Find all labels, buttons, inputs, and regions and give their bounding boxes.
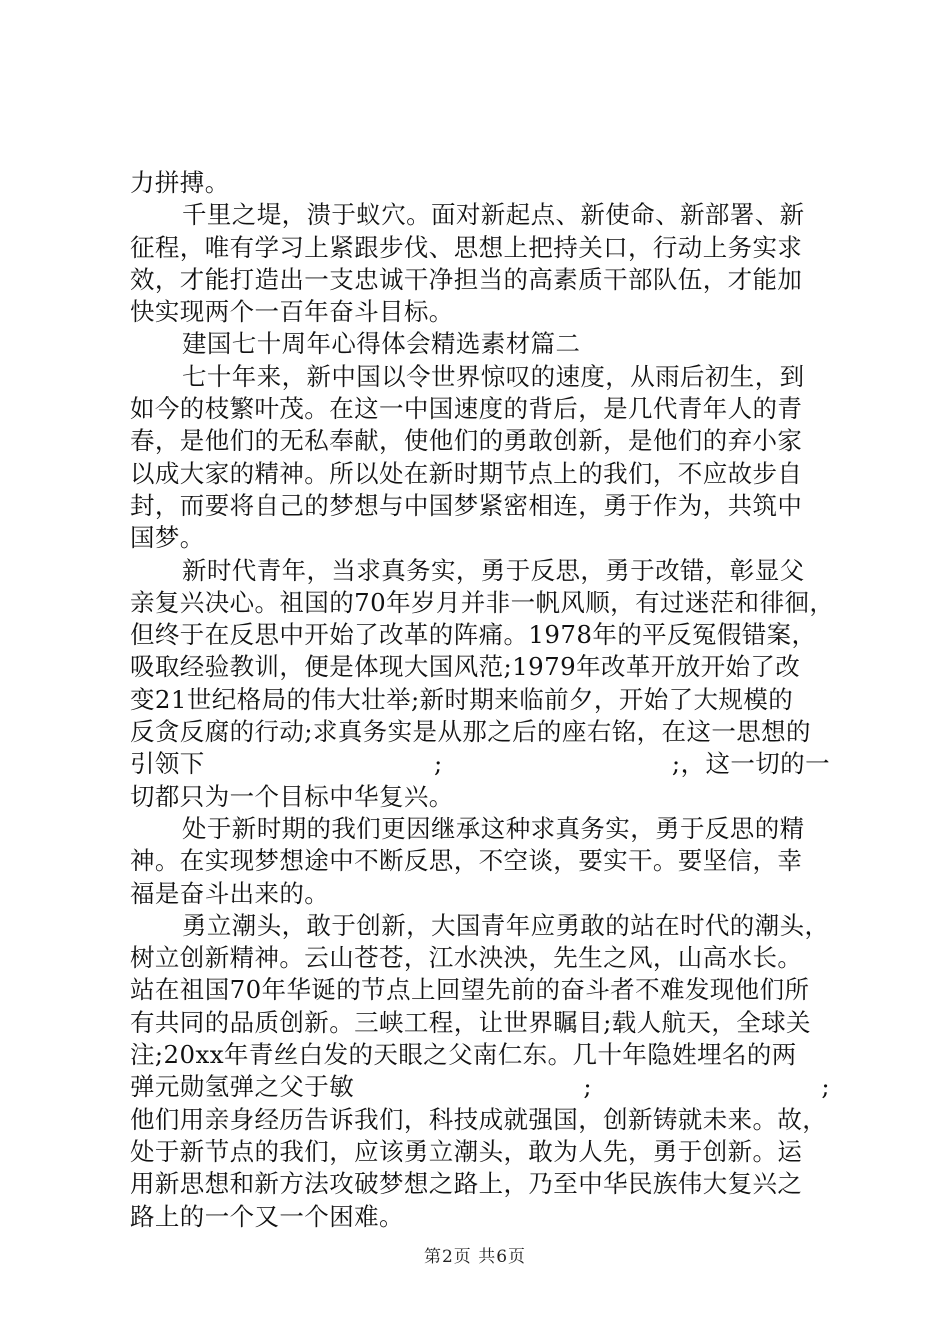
text-line: 快实现两个一百年奋斗目标。 (130, 297, 454, 327)
text-line: 亲复兴决心。祖国的70年岁月并非一帆风顺，有过迷茫和徘徊， (130, 587, 835, 617)
text-line: 封，而要将自己的梦想与中国梦紧密相连，勇于作为，共筑中 (130, 490, 803, 520)
section-heading: 建国七十周年心得体会精选素材篇二 (182, 329, 581, 359)
text-line: 变21世纪格局的伟大壮举;新时期来临前夕，开始了大规模的 (130, 684, 794, 714)
line-segment: ; (583, 1072, 593, 1102)
text-line: 如今的枝繁叶茂。在这一中国速度的背后，是几代青年人的青 (130, 394, 803, 424)
text-line: 福是奋斗出来的。 (130, 878, 330, 908)
text-line: 树立创新精神。云山苍苍，江水泱泱，先生之风，山高水长。 (130, 943, 803, 973)
text-line: 力拼搏。 (130, 168, 230, 197)
text-line: 效，才能打造出一支忠诚干净担当的高素质干部队伍，才能加 (130, 264, 803, 294)
text-line: 注;20xx年青丝白发的天眼之父南仁东。几十年隐姓埋名的两 (130, 1040, 797, 1070)
paragraph-line: 处于新时期的我们更因继承这种求真务实，勇于反思的精 (182, 813, 805, 843)
line-segment: 引领下 (130, 749, 205, 779)
text-line: 国梦。 (130, 523, 205, 553)
spaced-text-line (130, 1071, 830, 1103)
document-body (130, 167, 835, 1233)
text-line: 神。在实现梦想途中不断反思，不空谈，要实干。要坚信，幸 (130, 846, 803, 876)
text-line: 他们用亲身经历告诉我们，科技成就强国，创新铸就未来。故， (130, 1104, 828, 1134)
spaced-text-line (130, 748, 830, 780)
line-segment: ; (821, 1072, 830, 1102)
text-line: 切都只为一个目标中华复兴。 (130, 781, 454, 811)
line-segment: 弹元勋氢弹之父于敏 (130, 1072, 355, 1102)
page-number-footer: 第2页 共6页 (423, 1247, 527, 1267)
paragraph-line: 千里之堤，溃于蚁穴。面对新起点、新使命、新部署、新 (182, 200, 805, 230)
text-line: 以成大家的精神。所以处在新时期节点上的我们，不应故步自 (130, 458, 803, 488)
text-line: 用新思想和新方法攻破梦想之路上，乃至中华民族伟大复兴之 (130, 1169, 803, 1199)
text-line: 春，是他们的无私奉献，使他们的勇敢创新，是他们的弃小家 (130, 426, 803, 456)
line-segment: ;，这一切的一 (671, 749, 830, 779)
paragraph-line: 七十年来，新中国以令世界惊叹的速度，从雨后初生，到 (182, 361, 805, 391)
text-line: 但终于在反思中开始了改革的阵痛。1978年的平反冤假错案， (130, 620, 817, 650)
text-line: 反贪反腐的行动;求真务实是从那之后的座右铭，在这一思想的 (130, 717, 811, 747)
text-line: 征程，唯有学习上紧跟步伐、思想上把持关口，行动上务实求 (130, 232, 803, 262)
paragraph-line: 勇立潮头，敢于创新，大国青年应勇敢的站在时代的潮头， (182, 910, 830, 940)
line-segment: ; (433, 749, 443, 779)
text-line: 有共同的品质创新。三峡工程，让世界瞩目;载人航天，全球关 (130, 1007, 811, 1037)
text-line: 站在祖国70年华诞的节点上回望先前的奋斗者不难发现他们所 (130, 975, 810, 1005)
paragraph-line: 新时代青年，当求真务实，勇于反思，勇于改错，彰显父 (182, 555, 805, 585)
text-line: 处于新节点的我们，应该勇立潮头，敢为人先，勇于创新。运 (130, 1136, 803, 1166)
text-line: 路上的一个又一个困难。 (130, 1201, 404, 1231)
text-line: 吸取经验教训，便是体现大国风范;1979年改革开放开始了改 (130, 652, 801, 682)
